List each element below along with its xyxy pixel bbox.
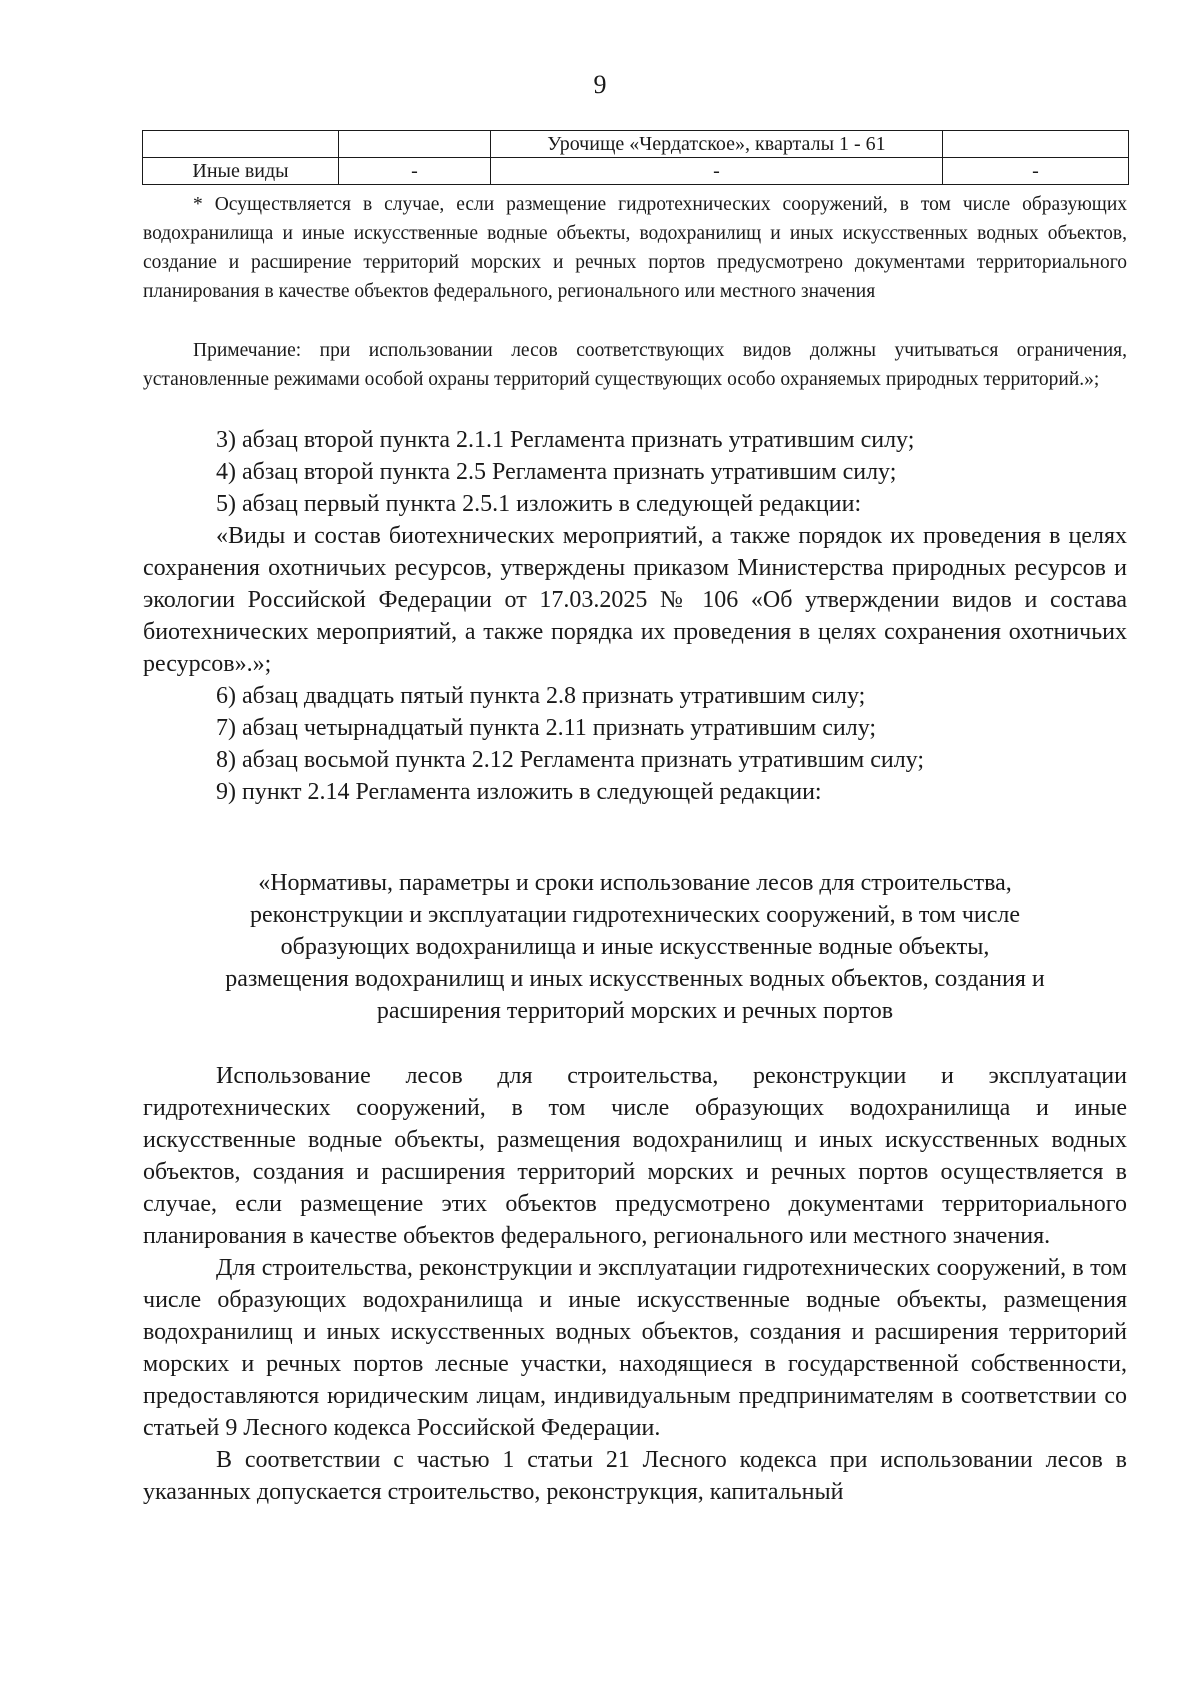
body-paragraph: Использование лесов для строительства, реконструкции и эксплуатации гидротехнических сооружений, в том числе образующих водохранилища и иные искусственные водные объекты, размещения водохранилищ и иных искусственных водных объектов, создания и расширения территорий морских и речных портов осуществляется в случае, если размещение этих объектов предусмотрено документами территориального планирования в качестве объектов федерального, регионального или местного значения.: [143, 1063, 1127, 1249]
page-number: 9: [593, 70, 607, 99]
table-cell: -: [491, 158, 943, 185]
footnote-asterisk: * Осуществляется в случае, если размещение гидротехнических сооружений, в том числе образующих водохранилища и иные искусственные водные объекты, водохранилищ и иных искусственных водных объектов, создание и расширение территорий морских и речных портов предусмотрено документами территориального планирования в качестве объектов федерального, регионального или местного значения: [143, 194, 1127, 302]
table-cell: Иные виды: [143, 158, 339, 185]
amendment-item: 5) абзац первый пункта 2.5.1 изложить в следующей редакции:: [216, 491, 862, 517]
amendment-item: 8) абзац восьмой пункта 2.12 Регламента признать утратившим силу;: [216, 747, 925, 773]
table-note: Примечание: при использовании лесов соответствующих видов должны учитываться ограничения, установленные режимами особой охраны территорий существующих особо охраняемых природных территорий.»;: [143, 340, 1127, 390]
heading-line: размещения водохранилищ и иных искусственных водных объектов, создания и: [225, 966, 1045, 992]
table-cell: [143, 131, 339, 158]
table-cell: Урочище «Чердатское», кварталы 1 - 61: [491, 131, 943, 158]
amendment-item: 4) абзац второй пункта 2.5 Регламента признать утратившим силу;: [216, 459, 897, 485]
heading-line: реконструкции и эксплуатации гидротехнических сооружений, в том числе: [249, 902, 1021, 928]
quoted-paragraph: «Виды и состав биотехнических мероприятий, а также порядок их проведения в целях сохранения охотничьих ресурсов, утверждены приказом Министерства природных ресурсов и экологии Российской Федерации от 17.03.2025 № 106 «Об утверждении видов и состава биотехнических мероприятий, а также порядка их проведения в целях сохранения охотничьих ресурсов».»;: [143, 523, 1127, 677]
table-row: [143, 158, 1129, 185]
table-cell: [339, 131, 491, 158]
heading-line: расширения территорий морских и речных портов: [376, 998, 894, 1024]
amendment-item: 3) абзац второй пункта 2.1.1 Регламента признать утратившим силу;: [216, 427, 915, 453]
table-cell: -: [339, 158, 491, 185]
amendments-list: [143, 424, 1127, 808]
section-heading: [143, 867, 1127, 1027]
heading-line: «Нормативы, параметры и сроки использование лесов для строительства,: [258, 870, 1012, 896]
table-row: [143, 131, 1129, 158]
amendment-item: 6) абзац двадцать пятый пункта 2.8 признать утратившим силу;: [216, 683, 866, 709]
body-paragraph: Для строительства, реконструкции и эксплуатации гидротехнических сооружений, в том числе образующих водохранилища и иные искусственные водные объекты, размещения водохранилищ и иных искусственных водных объектов, создания и расширения территорий морских и речных портов лесные участки, находящиеся в государственной собственности, предоставляются юридическим лицам, индивидуальным предпринимателям в соответствии со статьей 9 Лесного кодекса Российской Федерации.: [143, 1255, 1127, 1441]
table-cell: -: [943, 158, 1129, 185]
amendment-item: 9) пункт 2.14 Регламента изложить в следующей редакции:: [216, 779, 822, 805]
heading-line: образующих водохранилища и иные искусственные водные объекты,: [280, 934, 990, 960]
forest-use-table: [142, 130, 1129, 185]
section-body: [143, 1060, 1127, 1508]
body-paragraph: В соответствии с частью 1 статьи 21 Лесного кодекса при использовании лесов в указанных допускается строительство, реконструкция, капитальный: [143, 1447, 1127, 1505]
table-cell: [943, 131, 1129, 158]
amendment-item: 7) абзац четырнадцатый пункта 2.11 признать утратившим силу;: [216, 715, 877, 741]
